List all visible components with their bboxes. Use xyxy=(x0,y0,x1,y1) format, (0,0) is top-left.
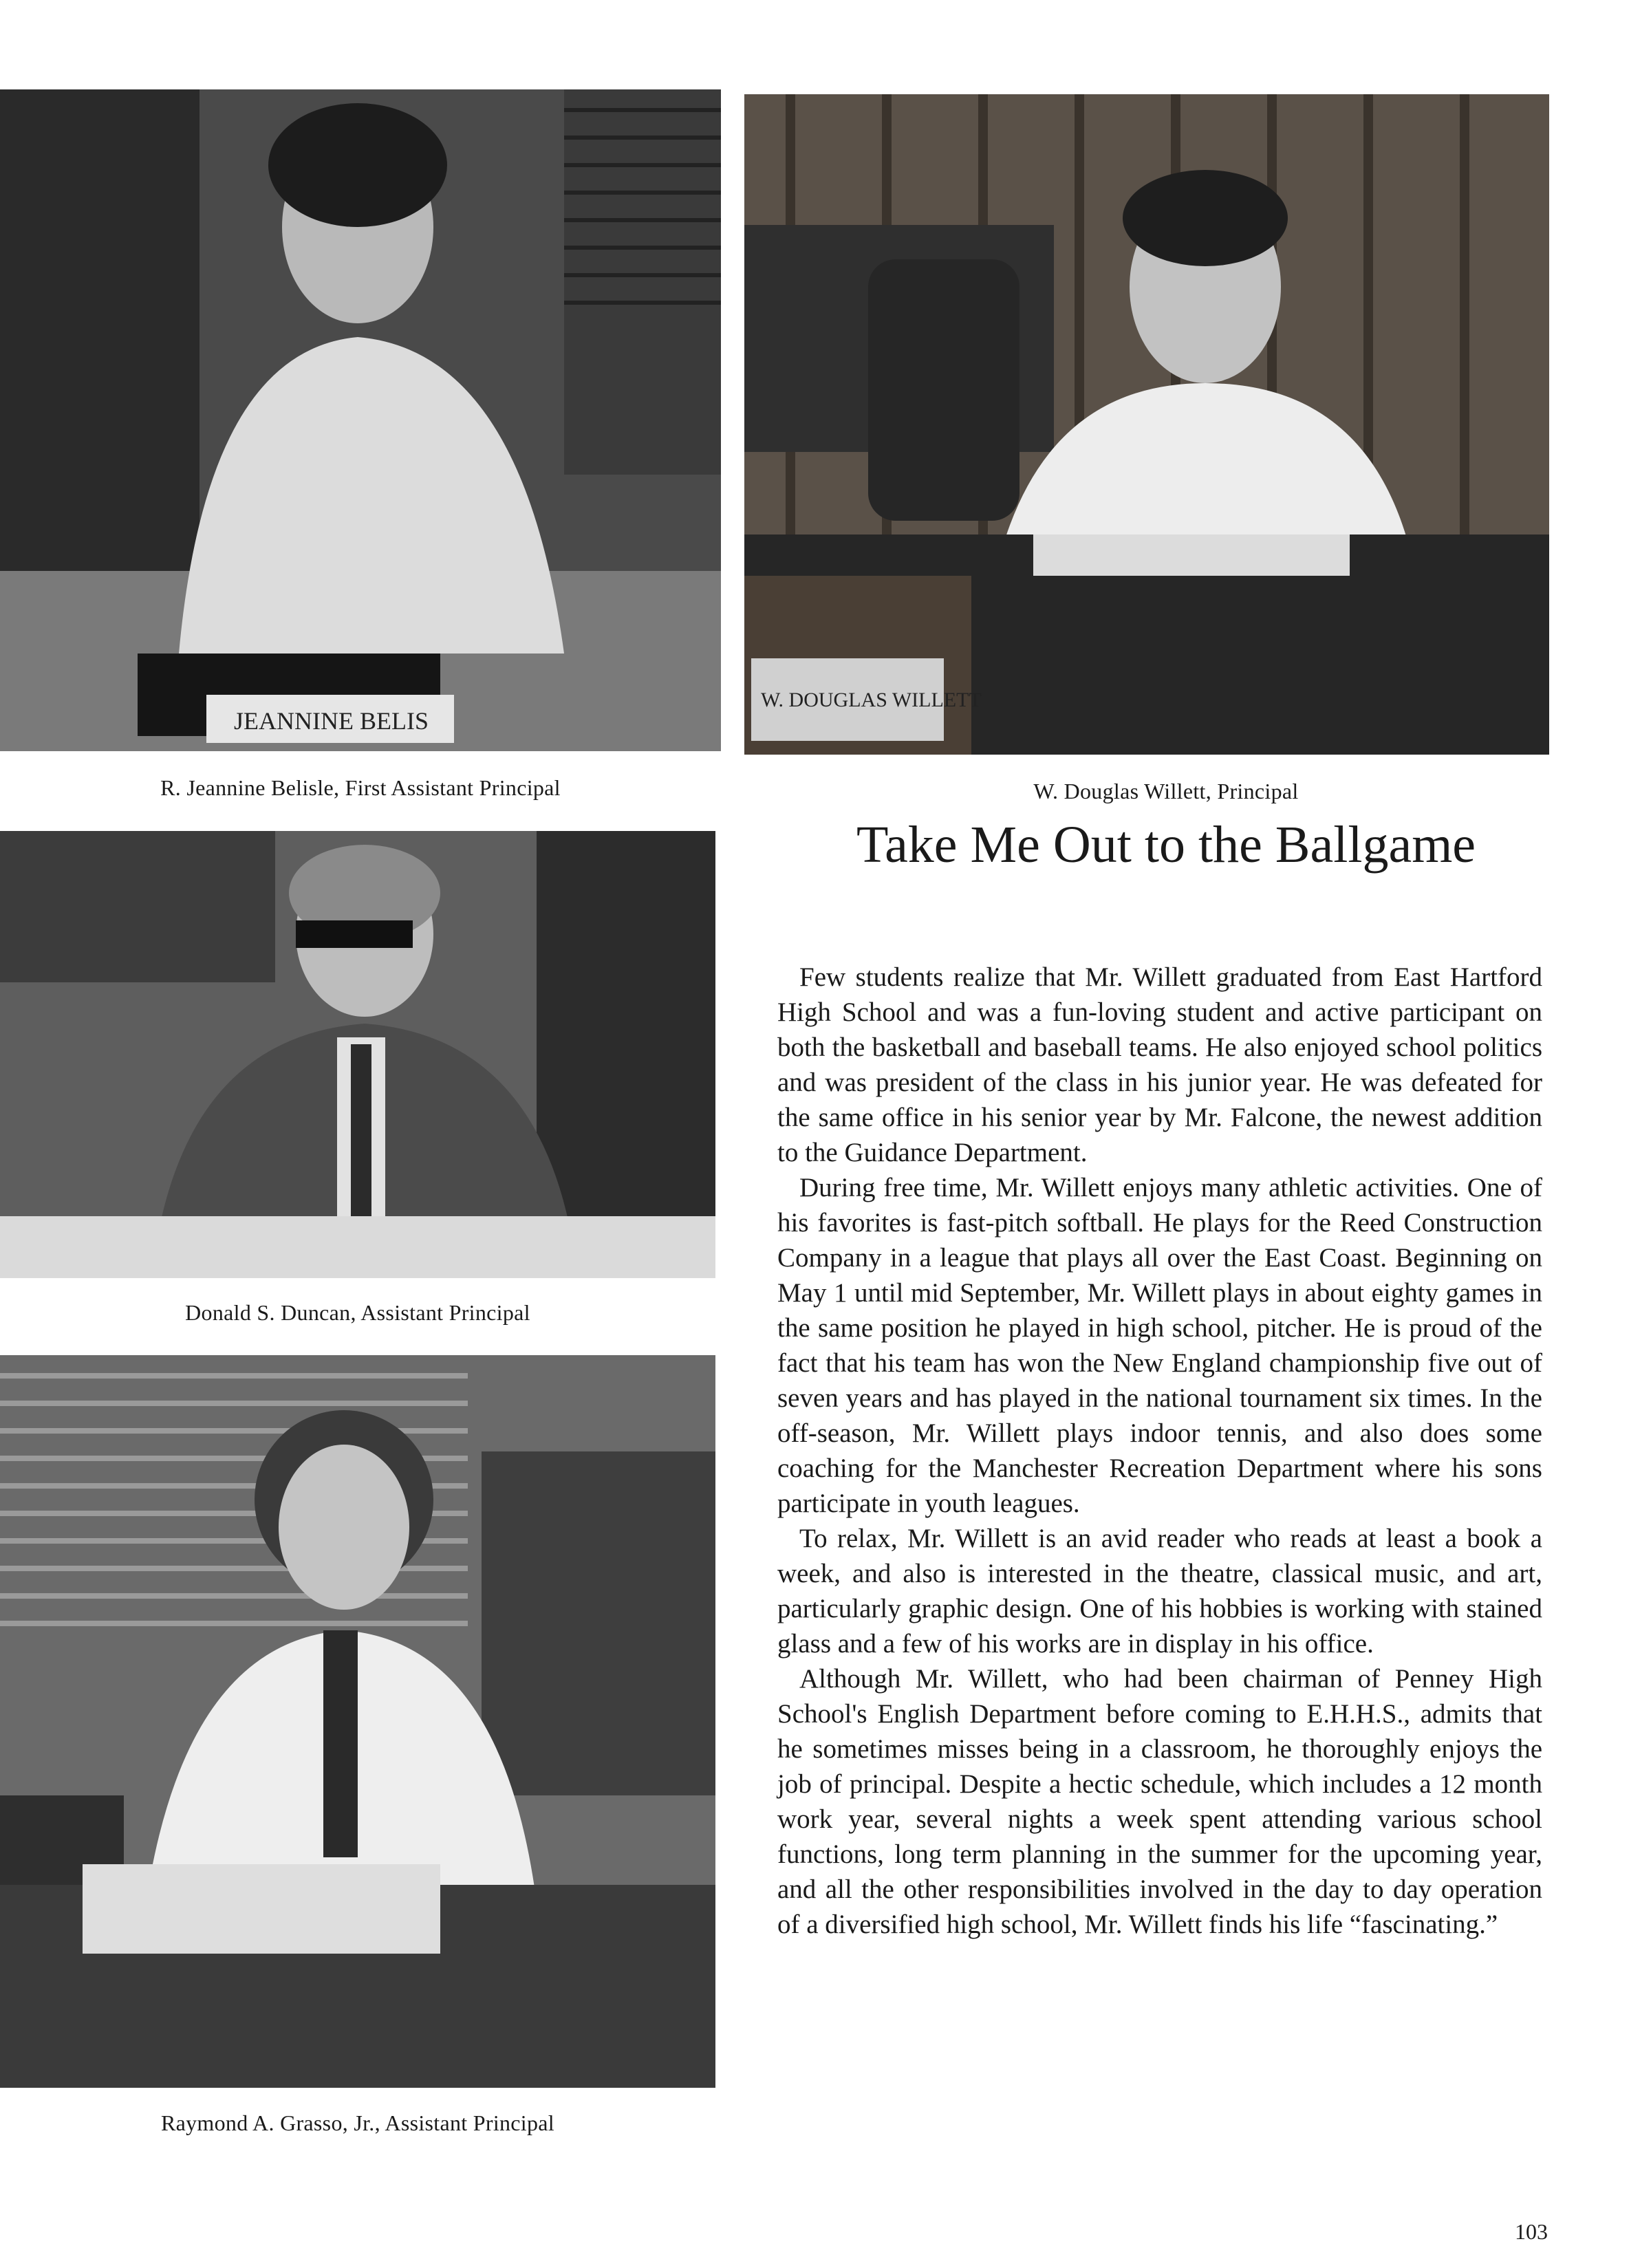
caption-duncan: Donald S. Duncan, Assistant Principal xyxy=(185,1300,530,1325)
article-paragraph: During free time, Mr. Willett enjoys many athletic activities. One of his favorites is fast-pitch softball. He plays for the Reed Construction Company in a league that plays all over the East Coast. Beginning on May 1 until mid September, Mr. Willett plays in about eighty games in the same position he played in high school, pitcher. He is proud of the fact that his team has won the New England championship five out of seven years and has played in the national tournament six times. In the off-season, Mr. Willett plays indoor tennis, and also does some coaching for the Manchester Recreation Department where his sons participate in youth leagues. xyxy=(777,1173,1542,1518)
photo-belisle-illustration xyxy=(0,89,721,751)
caption-belisle: R. Jeannine Belisle, First Assistant Principal xyxy=(160,775,561,800)
photo-grasso xyxy=(0,1355,715,2088)
photo-belisle xyxy=(0,89,721,751)
photo-duncan-illustration xyxy=(0,831,715,1278)
photo-willett-illustration xyxy=(744,94,1549,755)
nameplate-willett: W. DOUGLAS WILLETT xyxy=(761,689,982,711)
nameplate-belisle: JEANNINE BELIS xyxy=(234,707,429,735)
article-paragraph: Few students realize that Mr. Willett graduated from East Hartford High School and was a fun-loving student and active participant on both the basketball and baseball teams. He also enjoyed school politics and was president of the class in his junior year. He was defeated for the same office in his senior year by Mr. Falcone, the newest addition to the Guidance Department. xyxy=(777,962,1542,1167)
caption-willett: W. Douglas Willett, Principal xyxy=(1033,779,1299,803)
photo-duncan xyxy=(0,831,715,1278)
article-paragraph: Although Mr. Willett, who had been chairman of Penney High School's English Department before coming to E.H.H.S., admits that he sometimes misses being in a classroom, he thoroughly enjoys the job of principal. Despite a hectic schedule, which includes a 12 month work year, several nights a week spent attending various school functions, long term planning in the summer for the upcoming year, and all the other responsibilities involved in the day to day operation of a diversified high school, Mr. Willett finds his life “fascinating.” xyxy=(777,1664,1542,1939)
page-number: 103 xyxy=(1515,2219,1548,2244)
photo-grasso-illustration xyxy=(0,1355,715,2088)
caption-grasso: Raymond A. Grasso, Jr., Assistant Principal xyxy=(160,2110,554,2135)
article-title: Take Me Out to the Ballgame xyxy=(856,816,1476,874)
photo-willett xyxy=(744,94,1549,755)
article-paragraph: To relax, Mr. Willett is an avid reader who reads at least a book a week, and also is interested in the theatre, classical music, and art, particularly graphic design. One of his hobbies is working with stained glass and a few of his works are in display in his office. xyxy=(777,1524,1542,1659)
article-body xyxy=(777,960,1542,1942)
